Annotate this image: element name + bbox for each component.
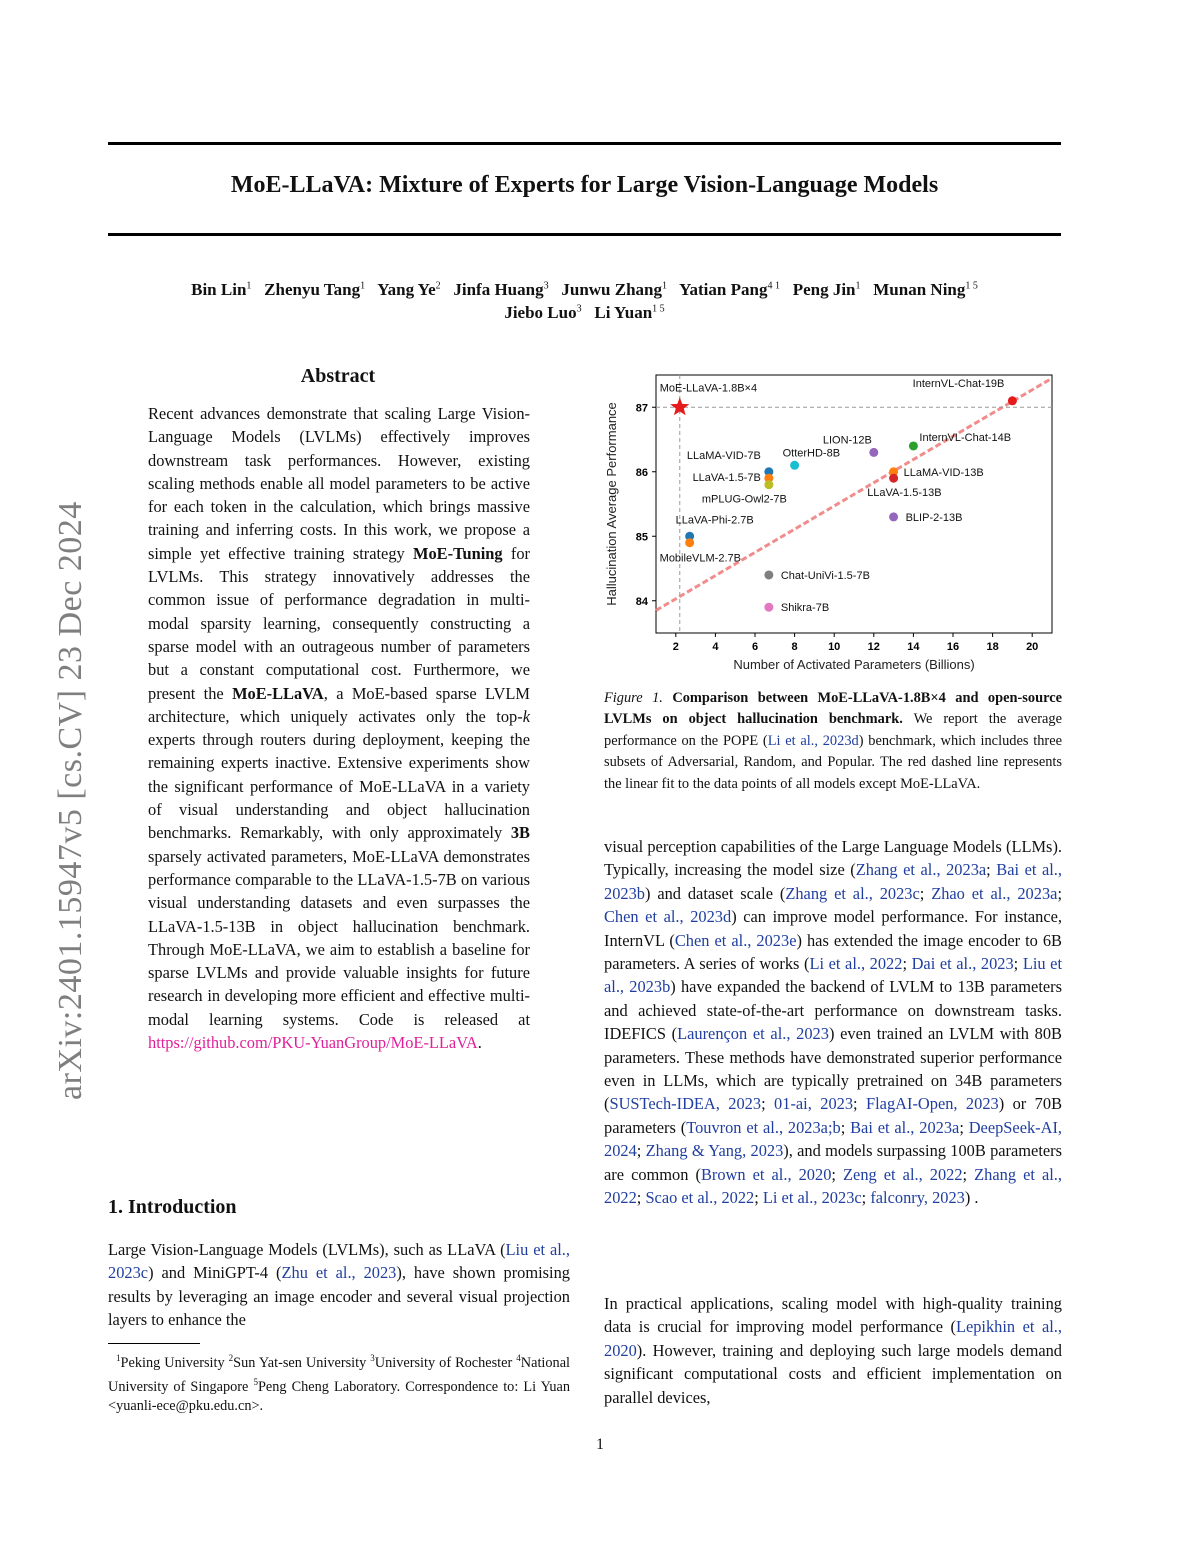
citation-link[interactable]: 01-ai, 2023: [774, 1094, 854, 1114]
citation-link[interactable]: Liu et al., 2023c: [108, 1240, 571, 1283]
section-heading-introduction: 1. Introduction: [108, 1196, 237, 1218]
data-label: LION-12B: [822, 434, 872, 447]
intro-paragraph: Large Vision-Language Models (LVLMs), such as LLaVA (Liu et al., 2023c) and MiniGPT-4 (Zhu et al., 2023), have shown promising results by leveraging an image encoder and several visual projection layers to enhance the: [108, 1240, 571, 1330]
footnote-rule: [108, 1343, 200, 1344]
abstract-heading: Abstract: [300, 365, 376, 387]
citation-link[interactable]: Bai et al., 2023b: [604, 860, 1062, 903]
citation-link[interactable]: Touvron et al., 2023a;b: [686, 1117, 841, 1137]
data-point: [764, 603, 773, 612]
citation-link[interactable]: FlagAI-Open, 2023: [866, 1094, 999, 1114]
data-point: [790, 461, 799, 470]
title-rule-bottom: [108, 233, 1061, 236]
citation-link[interactable]: Bai et al., 2023a: [850, 1117, 960, 1137]
affiliations-footnote: $^1$Peking University $^2$Sun Yat-sen University $^3$University of Rochester $^4$National University of Singapore $^5$Peng Cheng Laboratory. Correspondence to: Li Yuan <yuanli-ece@pku.edu.cn>.: [108, 1353, 571, 1414]
data-label: MoE-LLaVA-1.8B×4: [659, 382, 758, 395]
citation-link[interactable]: Liu et al., 2023b: [604, 954, 1063, 997]
data-label: LLaVA-1.5-13B: [867, 487, 942, 500]
x-tick-label: 18: [986, 641, 999, 653]
hallucination-scatter-chart: [600, 365, 1070, 675]
data-label: mPLUG-Owl2-7B: [701, 493, 787, 506]
author-list-line2: [108, 303, 1061, 323]
x-tick-label: 6: [751, 641, 759, 653]
data-label: LLaMA-VID-7B: [686, 449, 761, 462]
citation-link[interactable]: Dai et al., 2023: [911, 954, 1014, 974]
y-tick-label: 87: [635, 402, 648, 415]
citation-link[interactable]: Zhu et al., 2023: [281, 1263, 397, 1283]
data-label: Chat-UniVi-1.5-7B: [780, 569, 870, 582]
data-point: [685, 538, 694, 547]
x-tick-label: 12: [867, 641, 880, 653]
arxiv-identifier: arXiv:2401.15947v5 [cs.CV] 23 Dec 2024: [52, 501, 89, 1100]
y-tick-label: 86: [635, 466, 648, 479]
citation-link[interactable]: Zhang et al., 2023a: [855, 860, 987, 880]
data-label: Shikra-7B: [780, 602, 830, 615]
author-list-line1: [108, 280, 1061, 300]
author: Jiebo Luo$^3$: [504, 303, 582, 322]
data-label: OtterHD-8B: [782, 447, 841, 460]
paper-title: MoE-LLaVA: Mixture of Experts for Large Vision-Language Models: [230, 172, 939, 198]
author: Yang Ye$^2$: [377, 280, 441, 299]
x-axis-label: Number of Activated Parameters (Billions): [733, 657, 975, 672]
data-label: LLaMA-VID-13B: [903, 466, 984, 479]
x-tick-label: 14: [907, 641, 920, 653]
x-tick-label: 10: [828, 641, 841, 653]
citation-link[interactable]: Lepikhin et al., 2020: [604, 1317, 1062, 1360]
citation-link[interactable]: Zeng et al., 2022: [843, 1164, 963, 1184]
citation-link[interactable]: Laurençon et al., 2023: [677, 1024, 829, 1044]
citation-link[interactable]: Chen et al., 2023e: [674, 930, 797, 950]
author: Bin Lin$^1$: [191, 280, 252, 299]
citation-link[interactable]: Zhang & Yang, 2023: [645, 1141, 784, 1161]
author: Li Yuan$^{1 5}$: [594, 303, 665, 322]
citation-link[interactable]: Li et al., 2022: [809, 954, 903, 974]
author: Yatian Pang$^{4 1}$: [679, 280, 780, 299]
data-point: [764, 480, 773, 489]
citation-link[interactable]: Li et al., 2023d: [767, 732, 859, 749]
data-label: MobileVLM-2.7B: [659, 552, 741, 565]
citation-link[interactable]: falconry, 2023: [870, 1188, 965, 1208]
data-point: [764, 570, 773, 579]
title-rule-top: [108, 142, 1061, 145]
right-column-paragraph-1: visual perception capabilities of the Large Language Models (LLMs). Typically, increasing the model size (Zhang et al., 2023a; Bai et al., 2023b) and dataset scale (Zhang et al., 2023c; Zhao et al., 2023a; Chen et al., 2023d) can improve model performance. For instance, InternVL (Chen et al., 2023e) has extended the image encoder to 6B parameters. A series of works (Li et al., 2022; Dai et al., 2023; Liu et al., 2023b) have expanded the backend of LVLM to 13B parameters and achieved state-of-the-art performance on downstream tasks. IDEFICS (Laurençon et al., 2023) even trained an LVLM with 80B parameters. These methods have demonstrated superior performance even in LLMs, which are typically pretrained on 34B parameters (SUSTech-IDEA, 2023; 01-ai, 2023; FlagAI-Open, 2023) or 70B parameters (Touvron et al., 2023a;b; Bai et al., 2023a; DeepSeek-AI, 2024; Zhang & Yang, 2023), and models surpassing 100B parameters are common (Brown et al., 2020; Zeng et al., 2022; Zhang et al., 2022; Scao et al., 2022; Li et al., 2023c; falconry, 2023) .: [604, 837, 1063, 1208]
citation-link[interactable]: Chen et al., 2023d: [604, 907, 732, 927]
x-tick-label: 4: [712, 641, 719, 653]
data-label: InternVL-Chat-19B: [912, 377, 1005, 390]
data-label: InternVL-Chat-14B: [919, 431, 1012, 444]
x-tick-label: 8: [791, 641, 798, 653]
x-tick-label: 20: [1026, 641, 1039, 653]
x-tick-label: 2: [672, 641, 679, 653]
author: Zhenyu Tang$^1$: [264, 280, 366, 299]
author: Junwu Zhang$^1$: [561, 280, 667, 299]
data-point: [1008, 396, 1017, 405]
y-tick-label: 84: [635, 595, 648, 608]
code-link[interactable]: https://github.com/PKU-YuanGroup/MoE-LLaVA: [148, 1033, 478, 1053]
citation-link[interactable]: Zhao et al., 2023a: [931, 883, 1058, 903]
citation-link[interactable]: Brown et al., 2020: [700, 1164, 832, 1184]
citation-link[interactable]: Li et al., 2023c: [762, 1188, 862, 1208]
x-tick-label: 16: [946, 641, 960, 653]
data-label: LLaVA-1.5-7B: [692, 472, 761, 485]
figure-caption: Figure 1. Comparison between MoE-LLaVA-1.8B×4 and open-source LVLMs on object hallucination benchmark. We report the average performance on the POPE (Li et al., 2023d) benchmark, which includes three subsets of Adversarial, Random, and Popular. The red dashed line represents the linear fit to the data points of all models except MoE-LLaVA.: [604, 690, 1063, 792]
citation-link[interactable]: Scao et al., 2022: [645, 1188, 755, 1208]
citation-link[interactable]: Zhang et al., 2022: [604, 1164, 1063, 1208]
abstract-body: Recent advances demonstrate that scaling Large Vision-Language Models (LVLMs) effectively improves downstream task performances. However, existing scaling methods enable all model parameters to be active for each token in the calculation, which brings massive training and inferring costs. In this work, we propose a simple yet effective training strategy MoE-Tuning for LVLMs. This strategy innovatively addresses the common issue of performance degradation in multi-modal sparsity learning, consequently constructing a sparse model with an outrageous number of parameters but a constant computational cost. Furthermore, we present the MoE-LLaVA, a MoE-based sparse LVLM architecture, which uniquely activates only the top-k experts through routers during deployment, keeping the remaining experts inactive. Extensive experiments show the significant performance of MoE-LLaVA in a variety of visual understanding and object hallucination benchmarks. Remarkably, with only approximately 3B sparsely activated parameters, MoE-LLaVA demonstrates performance comparable to the LLaVA-1.5-7B on various visual understanding datasets and even surpasses the LLaVA-1.5-13B in object hallucination benchmark. Through MoE-LLaVA, we aim to establish a baseline for sparse LVLMs and provide valuable insights for future research in developing more efficient and effective multi-modal learning systems. Code is released at https://github.com/PKU-YuanGroup/MoE-LLaVA.: [148, 404, 530, 1053]
page-number: 1: [596, 1436, 604, 1453]
y-axis-label: Hallucination Average Performance: [604, 402, 619, 606]
author: Peng Jin$^1$: [792, 280, 861, 299]
y-tick-label: 85: [635, 531, 648, 544]
citation-link[interactable]: DeepSeek-AI, 2024: [604, 1117, 1063, 1161]
citation-link[interactable]: Zhang et al., 2023c: [785, 883, 920, 903]
data-point: [889, 474, 898, 483]
data-label: BLIP-2-13B: [905, 511, 963, 524]
author: Jinfa Huang$^3$: [453, 280, 549, 299]
data-point: [869, 448, 878, 457]
right-column-paragraph-2: In practical applications, scaling model with high-quality training data is crucial for improving model performance (Lepikhin et al., 2020). However, training and deploying such large models demand significant computational costs and efficient implementation on parallel devices,: [604, 1294, 1062, 1407]
data-point: [909, 441, 918, 450]
data-point: [889, 512, 898, 521]
citation-link[interactable]: SUSTech-IDEA, 2023: [609, 1094, 762, 1114]
data-label: LLaVA-Phi-2.7B: [675, 514, 754, 527]
author: Munan Ning$^{1 5}$: [873, 280, 978, 299]
